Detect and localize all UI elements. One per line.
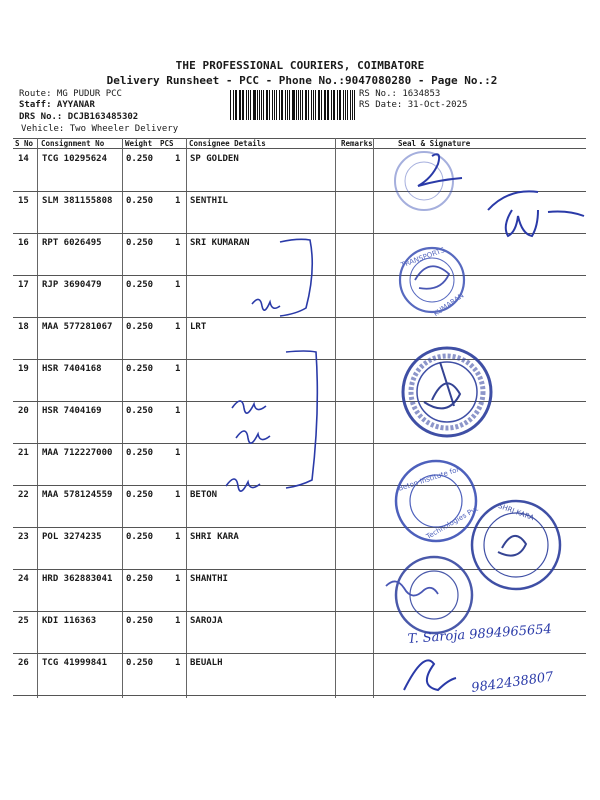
cell-sno: 22 <box>18 490 29 500</box>
cell-sno: 14 <box>18 154 29 164</box>
stamp-kumaran-text: TRANSPORTS <box>399 246 446 270</box>
cell-consignment: HSR 7404168 <box>42 364 102 374</box>
cell-sno: 17 <box>18 280 29 290</box>
cell-pcs: 1 <box>175 196 181 206</box>
handwriting-phone: 9842438807 <box>470 669 555 696</box>
stamp-row24 <box>386 557 472 633</box>
drs-label: DRS No.: DCJB163485302 <box>19 112 139 122</box>
cell-weight: 0.250 <box>126 574 154 584</box>
cell-pcs: 1 <box>175 238 181 248</box>
cell-weight: 0.250 <box>126 448 154 458</box>
cell-pcs: 1 <box>175 364 181 374</box>
cell-consignment: SLM 381155808 <box>42 196 113 206</box>
cell-consignment: HRD 362883041 <box>42 574 113 584</box>
stamp-beton <box>396 461 480 541</box>
svg-text:KUMARAN: KUMARAN <box>432 291 466 319</box>
cell-pcs: 1 <box>175 490 181 500</box>
cell-consignee: SHANTHI <box>190 574 228 584</box>
cell-consignment: TCG 41999841 <box>42 658 108 668</box>
cell-sno: 25 <box>18 616 29 626</box>
cell-sno: 24 <box>18 574 29 584</box>
stamp-shri-kara <box>472 501 560 589</box>
cell-weight: 0.250 <box>126 490 154 500</box>
cell-pcs: 1 <box>175 280 181 290</box>
cell-consignment: TCG 10295624 <box>42 154 108 164</box>
cell-weight: 0.250 <box>126 406 154 416</box>
cell-consignee: SENTHIL <box>190 196 228 206</box>
cell-sno: 26 <box>18 658 29 668</box>
document-title: THE PROFESSIONAL COURIERS, COIMBATORE <box>175 59 425 72</box>
cell-sno: 23 <box>18 532 29 542</box>
cell-pcs: 1 <box>175 406 181 416</box>
cell-weight: 0.250 <box>126 616 154 626</box>
cell-consignee: BEUALH <box>190 658 223 668</box>
cell-sno: 21 <box>18 448 29 458</box>
route-label: Route: MG PUDUR PCC <box>19 89 122 99</box>
cell-weight: 0.250 <box>126 238 154 248</box>
cell-consignment: MAA 712227000 <box>42 448 113 458</box>
cell-weight: 0.250 <box>126 280 154 290</box>
cell-consignee: SAROJA <box>190 616 223 626</box>
initial-row20 <box>236 431 270 443</box>
cell-pcs: 1 <box>175 616 181 626</box>
cell-weight: 0.250 <box>126 364 154 374</box>
cell-sno: 16 <box>18 238 29 248</box>
cell-weight: 0.250 <box>126 154 154 164</box>
initial-row21 <box>226 479 260 491</box>
cell-weight: 0.250 <box>126 196 154 206</box>
svg-text:Beton Institute for: Beton Institute for <box>397 465 461 493</box>
cell-consignment: MAA 577281067 <box>42 322 113 332</box>
cell-consignment: RPT 6026495 <box>42 238 102 248</box>
cell-consignee: SRI KUMARAN <box>190 238 250 248</box>
col-seal-signature: Seal & Signature <box>398 139 471 148</box>
cell-weight: 0.250 <box>126 658 154 668</box>
signature-row15 <box>488 191 584 236</box>
cell-sno: 18 <box>18 322 29 332</box>
cell-pcs: 1 <box>175 574 181 584</box>
col-consignment: Consignment No <box>41 139 105 148</box>
col-remarks: Remarks <box>341 139 373 148</box>
staff-label: Staff: AYYANAR <box>19 100 95 110</box>
cell-pcs: 1 <box>175 322 181 332</box>
cell-sno: 20 <box>18 406 29 416</box>
cell-pcs: 1 <box>175 154 181 164</box>
cell-consignment: MAA 578124559 <box>42 490 113 500</box>
cell-sno: 15 <box>18 196 29 206</box>
cell-consignment: POL 3274235 <box>42 532 102 542</box>
col-sno: S No <box>15 139 34 148</box>
cell-weight: 0.250 <box>126 322 154 332</box>
cell-consignee: BETON <box>190 490 218 500</box>
rs-number: RS No.: 1634853 <box>359 89 441 99</box>
cell-pcs: 1 <box>175 448 181 458</box>
vehicle-label: Vehicle: Two Wheeler Delivery <box>21 124 179 134</box>
initial-row17 <box>252 299 280 310</box>
col-pcs: PCS <box>160 139 174 148</box>
col-consignee: Consignee Details <box>189 139 266 148</box>
cell-consignee: LRT <box>190 322 207 332</box>
stamp-sri-kara-text: SHRI KARA <box>497 501 536 523</box>
bracket-lower <box>286 351 317 488</box>
col-weight: Weight <box>125 139 153 148</box>
document-subtitle: Delivery Runsheet - PCC - Phone No.:9047080280 - Page No.:2 <box>106 74 498 87</box>
cell-consignment: KDI 116363 <box>42 616 97 626</box>
handwriting-saroja: T. Saroja 9894965654 <box>407 621 553 647</box>
rs-date: RS Date: 31-Oct-2025 <box>359 100 468 110</box>
cell-consignee: SP GOLDEN <box>190 154 239 164</box>
cell-consignment: HSR 7404169 <box>42 406 102 416</box>
stamp-dark-round <box>403 348 491 436</box>
cell-sno: 19 <box>18 364 29 374</box>
cell-weight: 0.250 <box>126 532 154 542</box>
signature-row26 <box>404 660 456 690</box>
cell-pcs: 1 <box>175 532 181 542</box>
svg-text:Technologies Pvt: Technologies Pvt <box>424 504 480 541</box>
cell-consignee: SHRI KARA <box>190 532 239 542</box>
initial-row19 <box>232 401 266 413</box>
cell-pcs: 1 <box>175 658 181 668</box>
bracket-upper <box>280 239 312 316</box>
stamp-kumaran <box>399 246 465 318</box>
cell-consignment: RJP 3690479 <box>42 280 102 290</box>
